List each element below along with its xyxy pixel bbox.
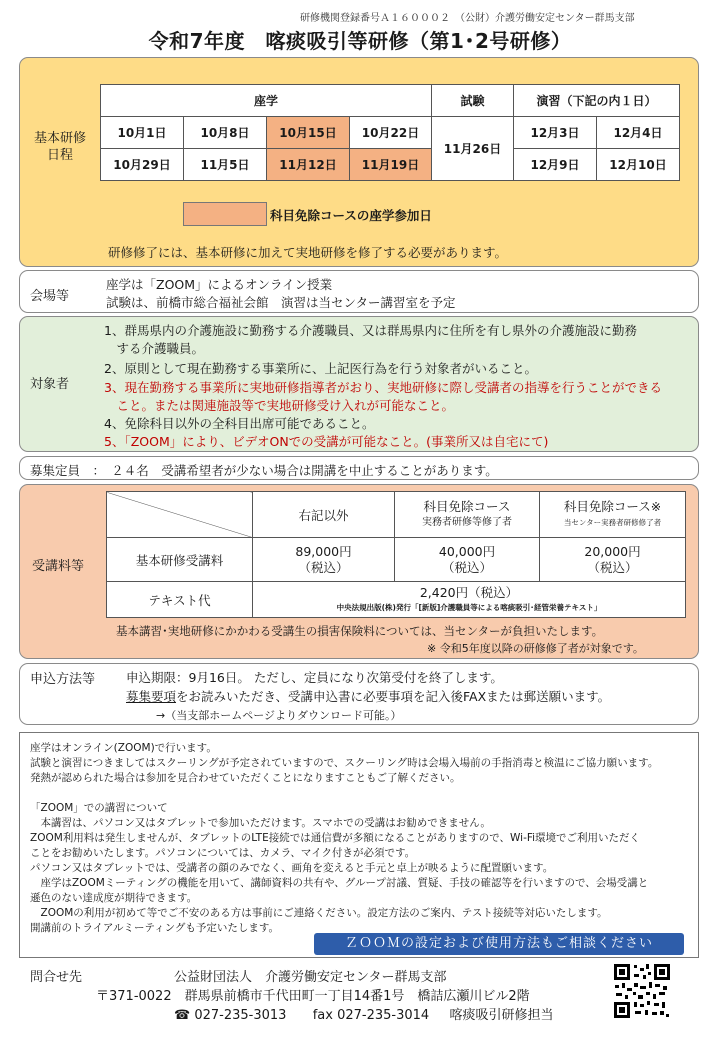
contact-fax: fax 027-235-3014 [312,1008,430,1023]
lecture-date-exempt: 11月12日 [267,149,350,181]
target-item: 2、原則として現在勤務する事業所に、上記医行為を行う対象者がいること。 [104,361,537,376]
contact-label: 問合せ先 [30,970,83,985]
fee-value: 89,000円 （税込） [253,538,395,582]
capacity-panel [19,456,699,480]
application-deadline: 申込期限：9月16日。 ただし、定員になり次第受付を終了します。 [126,670,503,685]
insurance-note: 基本講習･実地研修にかかわる受講生の損害保険料については、当センターが負担いたします。 [116,624,604,638]
exam-header: 試験 [432,85,514,117]
lecture-date: 11月5日 [184,149,267,181]
fee-col-header: 科目免除コース 実務者研修等修了者 [395,492,540,538]
fee-row-label: 基本研修受講料 [107,538,253,582]
schedule-note: 研修修了には、基本研修に加えて実地研修を修了する必要があります。 [108,245,508,260]
fee-col-header: 右記以外 [253,492,395,538]
fees-panel [19,484,699,659]
venue-label: 会場等 [30,289,70,304]
target-item: こと。または関連施設等で実地研修受け入れが可能なこと。 [104,398,455,413]
fee-value: 20,000円 （税込） [540,538,686,582]
fee-value: 40,000円 （税込） [395,538,540,582]
practice-date: 12月9日 [514,149,597,181]
application-instruction: 募集要項をお読みいただき、受講申込書に必要事項を記入後FAXまたは郵送願います。 [126,689,611,704]
practice-date: 12月3日 [514,117,597,149]
qr-code-icon[interactable] [612,962,672,1020]
capacity-text: 募集定員 ： ２４名 受講希望者が少ない場合は開講を中止することがあります。 [30,463,498,478]
fee-row-label: テキスト代 [107,582,253,618]
zoom-consult-button[interactable]: ＺＯＯＭの設定および使用方法もご相談ください [314,933,684,955]
target-item: 1、群馬県内の介護施設に勤務する介護職員、又は群馬県内に住所を有し県外の介護施設に勤務 [104,323,637,338]
application-panel [19,663,699,725]
venue-line: 座学は「ZOOM」によるオンライン授業 [106,277,333,292]
contact-person: 喀痰吸引研修担当 [449,1008,554,1023]
target-panel [19,316,699,452]
fee-col-header: 科目免除コース※ 当センター実務者研修修了者 [540,492,686,538]
page-title: 令和7年度 喀痰吸引等研修（第1･2号研修） [148,29,572,53]
notes-panel [19,732,699,958]
venue-line: 試験は、前橋市総合福祉会館 演習は当センター講習室を予定 [106,295,456,310]
contact-tel[interactable]: 027-235-3013 [194,1008,287,1023]
legend-label: 科目免除コースの座学参加日 [270,208,432,223]
target-item: 5、「ZOOM」により、ビデオONでの受講が可能なこと。(事業所又は自宅にて) [104,434,549,449]
practice-date: 12月4日 [597,117,680,149]
guideline-link[interactable]: 募集要項 [126,689,177,704]
target-item: 3、現在勤務する事業所に実地研修指導者がおり、実地研修に際し受講者の指導を行うことができる [104,380,662,395]
target-item: 4、免除科目以外の全科目出席可能であること。 [104,416,375,431]
contact-org: 公益財団法人 介護労働安定センター群馬支部 [174,970,447,985]
lecture-date: 10月22日 [350,117,432,149]
practice-date: 12月10日 [597,149,680,181]
legend-swatch [183,202,267,226]
target-label: 対象者 [30,377,70,392]
download-note: →（当支部ホームページよりダウンロード可能。） [156,709,402,722]
fee-table [106,491,686,618]
registration-number: 研修機関登録番号Ａ１６０００２ （公財）介護労働安定センター群馬支部 [300,13,635,24]
lecture-date: 10月29日 [101,149,184,181]
schedule-label: 基本研修 日程 [33,131,86,163]
fees-footnote: ※ 令和5年度以降の研修修了者が対象です。 [427,642,644,655]
schedule-panel [19,57,699,267]
target-item: する介護職員。 [104,341,205,356]
notes-text: 座学はオンライン(ZOOM)で行います。 試験と演習につきましてはスクーリングが予定されていますので、スクーリング時は会場入場前の手指消毒と検温にご協力願います。 発熱が認められた場合は参加を見合わせていただくことになりますこともご了解ください。 「ZOOM」での講習について 本講習は、パソコン又はタブレットで参加いただけます。スマホでの受講はお勧めできません。 ZOOM利用料は発生しませんが、タブレットのLTE接続では通信費が多額になることがありますので、Wi-Fi環境でご利用いただく ことをお勧めいたします。パソコンについては、カメラ、マイク付きが必須です。 パソコン又はタブレットでは、受講者の顔のみでなく、画角を変えると手元と卓上が映るように配置願います。 座学はZOOMミーティングの機能を用いて、講師資料の共有や、グループ討議、質疑、手技の確認等を行いますので、会場受講と 遜色のない達成度が期待できます。 ZOOMの利用が初めて等でご不安のある方は事前にご連絡ください。設定方法のご案内、テスト接続等対応いたします。 開講前のトライアルミーティングも予定いたします。 [30,742,659,934]
fee-corner [107,492,253,538]
schedule-table [100,84,680,181]
venue-panel [19,270,699,313]
practice-header: 演習（下記の内１日） [514,85,680,117]
contact-address: 〒371-0022 群馬県前橋市千代田町一丁目14番1号 橋詰広瀬川ビル2階 [96,989,530,1004]
fees-label: 受講料等 [32,559,85,574]
exam-date: 11月26日 [432,117,514,181]
lecture-date: 10月8日 [184,117,267,149]
lecture-date-exempt: 11月19日 [350,149,432,181]
phone-icon: ☎ [174,1008,191,1023]
lecture-header: 座学 [101,85,432,117]
contact-phone-row [174,1004,553,1023]
text-fee: 2,420円（税込） 中央法規出版(株)発行「[新版]介護職員等による喀痰吸引･経管栄養テキスト」 [253,582,686,618]
lecture-date: 10月1日 [101,117,184,149]
lecture-date-exempt: 10月15日 [267,117,350,149]
application-label: 申込方法等 [30,672,96,687]
